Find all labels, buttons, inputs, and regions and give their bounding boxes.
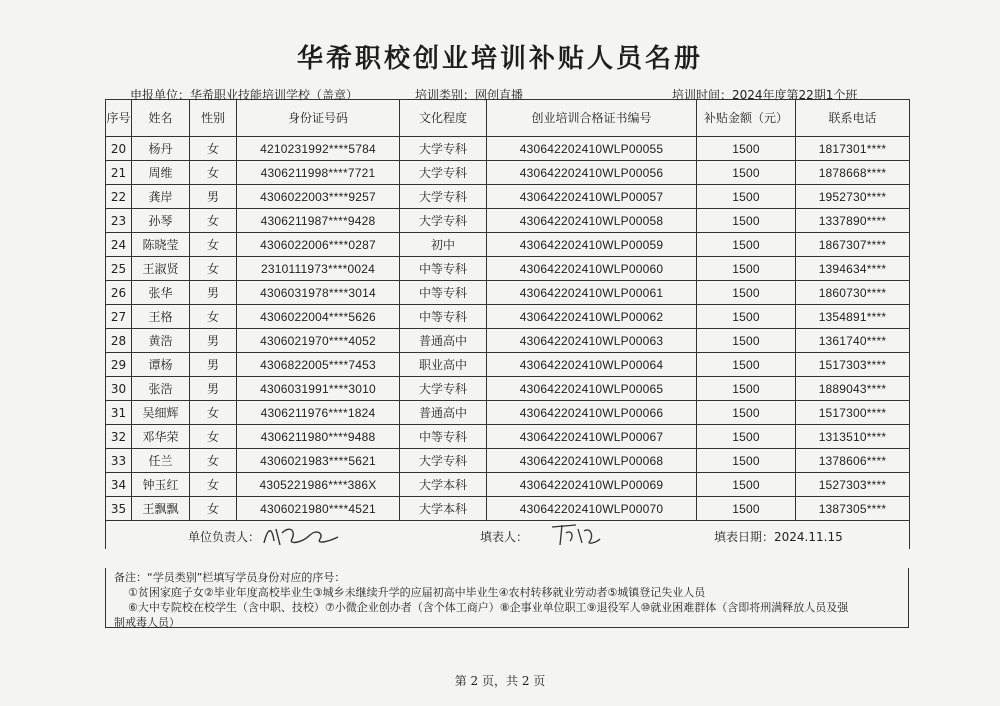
subsidy-amount: 1500 [697, 209, 796, 233]
subsidy-amount: 1500 [697, 161, 796, 185]
table-header-row [106, 100, 910, 137]
table-row [106, 209, 910, 233]
id-number: 4306211976****1824 [237, 401, 400, 425]
subsidy-amount: 1500 [697, 377, 796, 401]
row-index: 33 [106, 449, 132, 473]
subsidy-amount: 1500 [697, 137, 796, 161]
training-time: 培训时间：2024年度第22期1个班 [672, 88, 858, 102]
person-name: 张浩 [132, 377, 190, 401]
certificate-number: 430642202410WLP00068 [487, 449, 697, 473]
education: 大学专科 [400, 137, 487, 161]
table-row [106, 137, 910, 161]
id-number: 4306022004****5626 [237, 305, 400, 329]
table-row [106, 401, 910, 425]
education: 大学本科 [400, 473, 487, 497]
education: 大学专科 [400, 449, 487, 473]
certificate-number: 430642202410WLP00070 [487, 497, 697, 521]
certificate-number: 430642202410WLP00062 [487, 305, 697, 329]
id-number: 2310111973****0024 [237, 257, 400, 281]
roster-table [105, 99, 910, 549]
notes-line-2: ①贫困家庭子女②毕业年度高校毕业生③城乡未继续升学的应届初高中毕业生④农村转移就业劳动者⑤城镇登记失业人员 [128, 586, 706, 599]
gender: 男 [190, 353, 237, 377]
certificate-number: 430642202410WLP00065 [487, 377, 697, 401]
table-row [106, 185, 910, 209]
gender: 女 [190, 209, 237, 233]
gender: 女 [190, 401, 237, 425]
row-index: 27 [106, 305, 132, 329]
person-name: 王淑贤 [132, 257, 190, 281]
row-index: 32 [106, 425, 132, 449]
phone: 1952730**** [796, 185, 910, 209]
phone: 1354891**** [796, 305, 910, 329]
person-name: 孙琴 [132, 209, 190, 233]
signature-cell [106, 521, 910, 550]
gender: 女 [190, 305, 237, 329]
gender: 男 [190, 185, 237, 209]
person-name: 陈晓莹 [132, 233, 190, 257]
notes-box [105, 568, 909, 628]
certificate-number: 430642202410WLP00055 [487, 137, 697, 161]
header-certificate-number: 创业培训合格证书编号 [487, 100, 697, 137]
filler-signature [546, 521, 606, 549]
row-index: 30 [106, 377, 132, 401]
phone: 1394634**** [796, 257, 910, 281]
table-row [106, 497, 910, 521]
phone: 1889043**** [796, 377, 910, 401]
header-subsidy-amount: 补贴金额（元） [697, 100, 796, 137]
notes-line-3: ⑥大中专院校在校学生（含中职、技校）⑦小微企业创办者（含个体工商户）⑧企事业单位职工⑨退役军人⑩就业困难群体（含即将刑满释放人员及强 [128, 601, 849, 614]
table-row [106, 305, 910, 329]
gender: 女 [190, 161, 237, 185]
id-number: 4306021980****4521 [237, 497, 400, 521]
header-index: 序号 [106, 100, 132, 137]
phone: 1361740**** [796, 329, 910, 353]
row-index: 26 [106, 281, 132, 305]
certificate-number: 430642202410WLP00056 [487, 161, 697, 185]
row-index: 34 [106, 473, 132, 497]
header-id-number: 身份证号码 [237, 100, 400, 137]
gender: 女 [190, 425, 237, 449]
document-title: 华希职校创业培训补贴人员名册 [296, 44, 703, 74]
gender: 男 [190, 329, 237, 353]
certificate-number: 430642202410WLP00058 [487, 209, 697, 233]
person-name: 黄浩 [132, 329, 190, 353]
table-row [106, 161, 910, 185]
education: 初中 [400, 233, 487, 257]
table-row [106, 353, 910, 377]
subsidy-amount: 1500 [697, 473, 796, 497]
header-phone: 联系电话 [796, 100, 910, 137]
table-row [106, 449, 910, 473]
certificate-number: 430642202410WLP00059 [487, 233, 697, 257]
fill-date: 填表日期：2024.11.15 [714, 530, 843, 544]
notes-line-4: 制戒毒人员） [114, 616, 180, 629]
gender: 女 [190, 137, 237, 161]
table-row [106, 257, 910, 281]
gender: 女 [190, 233, 237, 257]
phone: 1517303**** [796, 353, 910, 377]
id-number: 4306031991****3010 [237, 377, 400, 401]
certificate-number: 430642202410WLP00064 [487, 353, 697, 377]
gender: 男 [190, 281, 237, 305]
gender: 女 [190, 449, 237, 473]
person-name: 邓华荣 [132, 425, 190, 449]
row-index: 25 [106, 257, 132, 281]
id-number: 4306822005****7453 [237, 353, 400, 377]
certificate-number: 430642202410WLP00060 [487, 257, 697, 281]
filler-label: 填表人： [480, 530, 529, 544]
education: 中等专科 [400, 257, 487, 281]
education: 大学专科 [400, 209, 487, 233]
phone: 1867307**** [796, 233, 910, 257]
person-name: 任兰 [132, 449, 190, 473]
row-index: 28 [106, 329, 132, 353]
header-name: 姓名 [132, 100, 190, 137]
unit-head-label: 单位负责人： [188, 530, 261, 544]
certificate-number: 430642202410WLP00067 [487, 425, 697, 449]
id-number: 4306021970****4052 [237, 329, 400, 353]
header-education: 文化程度 [400, 100, 487, 137]
education: 职业高中 [400, 353, 487, 377]
row-index: 21 [106, 161, 132, 185]
signature-row [106, 521, 910, 550]
subsidy-amount: 1500 [697, 329, 796, 353]
table-row [106, 329, 910, 353]
person-name: 吴细辉 [132, 401, 190, 425]
roster-body [106, 137, 910, 521]
id-number: 4306022003****9257 [237, 185, 400, 209]
person-name: 王飘飘 [132, 497, 190, 521]
notes-line-1: 备注：“学员类别”栏填写学员身份对应的序号： [114, 571, 346, 584]
subsidy-amount: 1500 [697, 257, 796, 281]
certificate-number: 430642202410WLP00066 [487, 401, 697, 425]
certificate-number: 430642202410WLP00069 [487, 473, 697, 497]
id-number: 4306031978****3014 [237, 281, 400, 305]
subsidy-amount: 1500 [697, 497, 796, 521]
subsidy-amount: 1500 [697, 353, 796, 377]
phone: 1527303**** [796, 473, 910, 497]
phone: 1313510**** [796, 425, 910, 449]
education: 中等专科 [400, 281, 487, 305]
education: 中等专科 [400, 305, 487, 329]
gender: 女 [190, 497, 237, 521]
row-index: 35 [106, 497, 132, 521]
subsidy-amount: 1500 [697, 233, 796, 257]
education: 普通高中 [400, 401, 487, 425]
certificate-number: 430642202410WLP00061 [487, 281, 697, 305]
education: 大学专科 [400, 161, 487, 185]
id-number: 4306022006****0287 [237, 233, 400, 257]
education: 中等专科 [400, 425, 487, 449]
row-index: 29 [106, 353, 132, 377]
subsidy-amount: 1500 [697, 281, 796, 305]
subsidy-amount: 1500 [697, 305, 796, 329]
person-name: 谭杨 [132, 353, 190, 377]
certificate-number: 430642202410WLP00057 [487, 185, 697, 209]
row-index: 24 [106, 233, 132, 257]
phone: 1517300**** [796, 401, 910, 425]
table-row [106, 281, 910, 305]
person-name: 龚岸 [132, 185, 190, 209]
phone: 1337890**** [796, 209, 910, 233]
education: 大学专科 [400, 185, 487, 209]
gender: 女 [190, 473, 237, 497]
phone: 1378606**** [796, 449, 910, 473]
subsidy-amount: 1500 [697, 401, 796, 425]
id-number: 4306211987****9428 [237, 209, 400, 233]
page-number: 第 2 页，共 2 页 [454, 674, 546, 688]
row-index: 23 [106, 209, 132, 233]
person-name: 张华 [132, 281, 190, 305]
person-name: 王格 [132, 305, 190, 329]
person-name: 周维 [132, 161, 190, 185]
education: 普通高中 [400, 329, 487, 353]
education: 大学本科 [400, 497, 487, 521]
gender: 男 [190, 377, 237, 401]
row-index: 31 [106, 401, 132, 425]
id-number: 4306211998****7721 [237, 161, 400, 185]
row-index: 20 [106, 137, 132, 161]
subsidy-amount: 1500 [697, 449, 796, 473]
education: 大学专科 [400, 377, 487, 401]
row-index: 22 [106, 185, 132, 209]
id-number: 4305221986****386X [237, 473, 400, 497]
subsidy-amount: 1500 [697, 425, 796, 449]
training-type: 培训类别：网创直播 [415, 88, 524, 102]
gender: 女 [190, 257, 237, 281]
person-name: 钟玉红 [132, 473, 190, 497]
phone: 1817301**** [796, 137, 910, 161]
phone: 1860730**** [796, 281, 910, 305]
phone: 1387305**** [796, 497, 910, 521]
table-row [106, 425, 910, 449]
id-number: 4210231992****5784 [237, 137, 400, 161]
unit-head-signature [258, 521, 348, 549]
header-gender: 性别 [190, 100, 237, 137]
table-row [106, 473, 910, 497]
person-name: 杨丹 [132, 137, 190, 161]
certificate-number: 430642202410WLP00063 [487, 329, 697, 353]
id-number: 4306021983****5621 [237, 449, 400, 473]
phone: 1878668**** [796, 161, 910, 185]
id-number: 4306211980****9488 [237, 425, 400, 449]
table-row [106, 377, 910, 401]
subsidy-amount: 1500 [697, 185, 796, 209]
table-row [106, 233, 910, 257]
applicant-unit: 申报单位：华希职业技能培训学校（盖章） [130, 88, 359, 102]
